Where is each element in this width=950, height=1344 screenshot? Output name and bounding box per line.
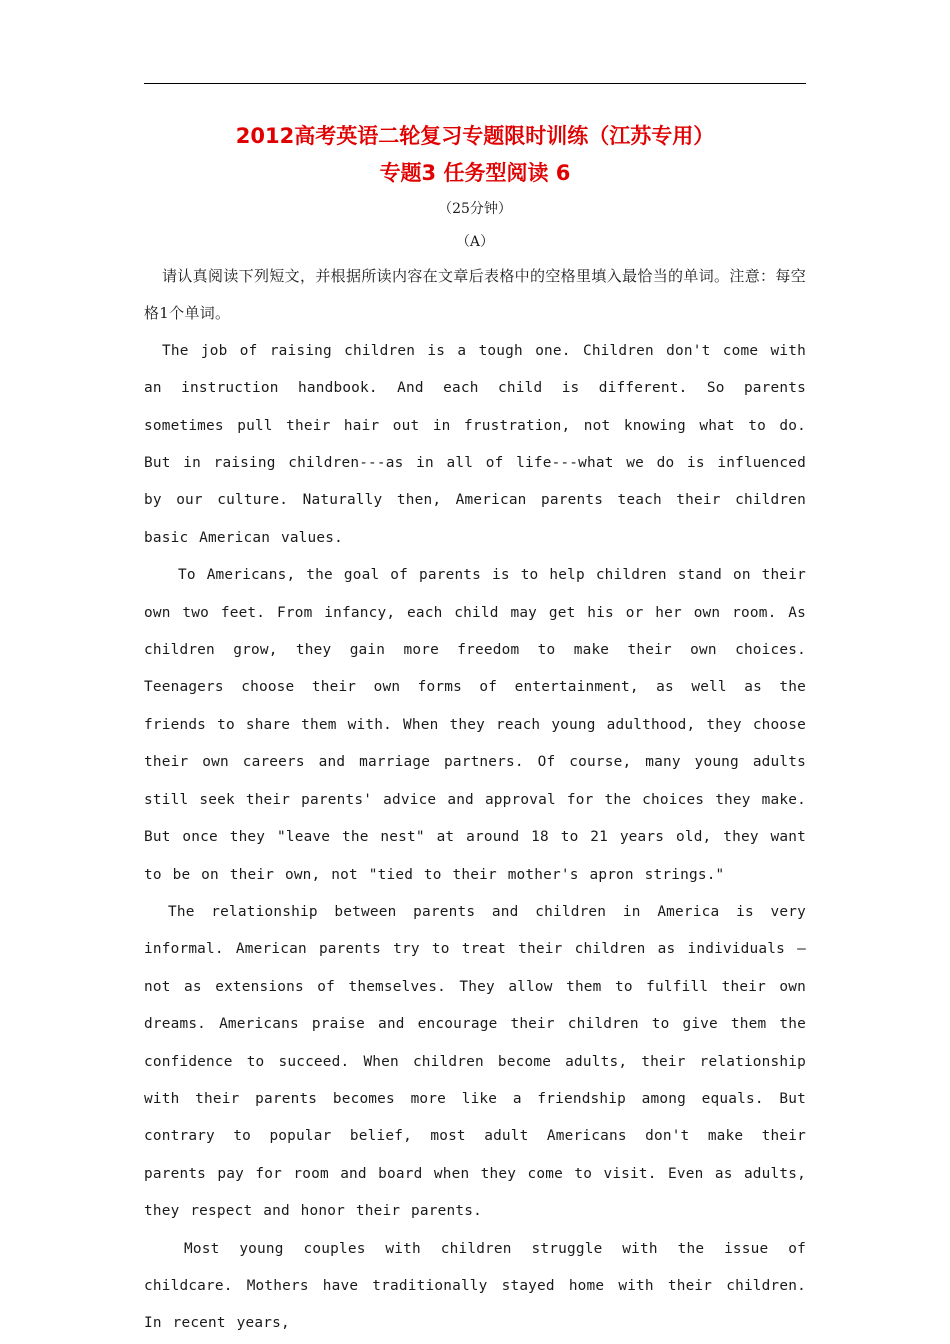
paragraph-3: The relationship between parents and children in America is very informal. American parents try to treat their children as individuals — not as extensions of themselves. They allow them to fulfill their own dreams. Americans praise and encourage their children to give them the confidence to succeed. When children become adults, their relationship with their parents becomes more like a friendship among equals. But contrary to popular belief, most adult Americans don't make their parents pay for room and board when they come to visit. Even as adults, they respect and honor their parents. — [144, 903, 806, 1220]
section-label: （A） — [455, 234, 495, 250]
reading-passage — [144, 258, 806, 1343]
time-limit: （25分钟） — [438, 201, 512, 217]
document-title: 2012高考英语二轮复习专题限时训练（江苏专用） — [235, 124, 715, 148]
instruction-text: 请认真阅读下列短文，并根据所读内容在文章后表格中的空格里填入最恰当的单词。注意：每空格1个单词。 — [144, 267, 806, 323]
paragraph-2: To Americans, the goal of parents is to help children stand on their own two feet. From infancy, each child may get his or her own room. As children grow, they gain more freedom to make their own choices. Teenagers choose their own forms of entertainment, as well as the friends to share them with. When they reach young adulthood, they choose their own careers and marriage partners. Of course, many young adults still seek their parents' advice and approval for the choices they make. But once they "leave the nest" at around 18 to 21 years old, they want to be on their own, not "tied to their mother's apron strings." — [144, 567, 806, 883]
document-subtitle: 专题3 任务型阅读 6 — [379, 161, 571, 185]
paragraph-1: The job of raising children is a tough one. Children don't come with an instruction handbook. And each child is different. So parents sometimes pull their hair out in frustration, not knowing what to do. But in raising children---as in all of life---what we do is influenced by our culture. Naturally then, American parents teach their children basic American values. — [144, 342, 806, 546]
paragraph-4: Most young couples with children struggle with the issue of childcare. Mothers have traditionally stayed home with their children. In recent years, — [144, 1240, 806, 1332]
header-rule — [144, 83, 806, 84]
